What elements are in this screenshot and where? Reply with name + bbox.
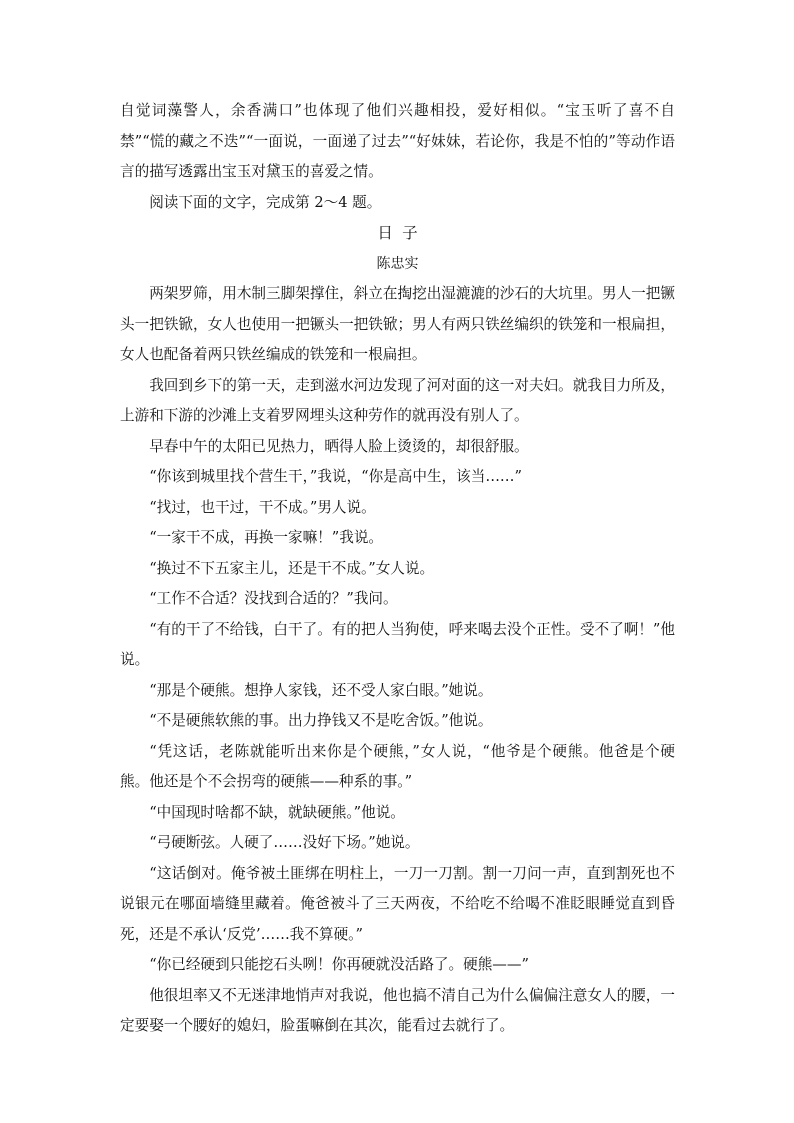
dialogue-line: “找过，也干过，干不成。”男人说。	[149, 498, 376, 516]
dialogue-line: “有的干了不给钱，白干了。有的把人当狗使，呼来喝去没个正性。受不了啊！”他说。	[120, 620, 675, 668]
dialogue-line: “换过不下五家主儿，还是干不成。”女人说。	[149, 559, 435, 577]
dialogue-line: “凭这话，老陈就能听出来你是个硬熊，”女人说，“他爷是个硬熊。他爸是个硬熊。他还是个不会拐弯的硬熊——种系的事。”	[120, 742, 675, 790]
continuation-paragraph: 自觉词藻警人，余香满口”也体现了他们兴趣相投，爱好相似。“宝玉听了喜不自禁”“慌的藏之不迭”“一面说，一面递了过去”“好妹妹，若论你，我是不怕的”等动作语言的描写透露出宝玉对黛玉的喜爱之情。	[120, 102, 675, 180]
dialogue-line: “工作不合适？没找到合适的？”我问。	[149, 590, 398, 607]
article-paragraph: 他很坦率又不无迷津地悄声对我说，他也搞不清自己为什么偏偏注意女人的腰，一定要娶一个腰好的媳妇，脸蛋嘛倒在其次，能看过去就行了。	[120, 986, 675, 1034]
article-title: 日子	[377, 224, 427, 242]
dialogue-line: “这话倒对。俺爷被土匪绑在明柱上，一刀一刀割。割一刀问一声，直到割死也不说银元在哪面墙缝里藏着。俺爸被斗了三天两夜，不给吃不给喝不准眨眼睡觉直到昏死，还是不承认‘反党’……我不算硬。”	[120, 864, 675, 943]
dialogue-line: “你该到城里找个营生干，”我说，“你是高中生，该当……”	[149, 468, 522, 485]
dialogue-line: “你已经硬到只能挖石头咧！你再硬就没活路了。硬熊——”	[149, 956, 529, 973]
dialogue-line: “弓硬断弦。人硬了……没好下场。”她说。	[149, 834, 420, 851]
document-page	[120, 96, 675, 1042]
article-paragraph: 两架罗筛，用木制三脚架撑住，斜立在掏挖出湿漉漉的沙石的大坑里。男人一把镢头一把铁锨，女人也使用一把镢头一把铁锨；男人有两只铁丝编织的铁笼和一根扁担，女人也配备着两只铁丝编成的铁笼和一根扁担。	[120, 285, 675, 363]
instruction-paragraph: 阅读下面的文字，完成第 2～4 题。	[149, 193, 382, 211]
article-paragraph: 早春中午的太阳已见热力，晒得人脸上烫烫的，却很舒服。	[149, 437, 529, 455]
article-author: 陈忠实	[376, 255, 419, 272]
dialogue-line: “中国现时啥都不缺，就缺硬熊。”他说。	[149, 803, 405, 821]
dialogue-line: “那是个硬熊。想挣人家钱，还不受人家白眼。”她说。	[149, 681, 493, 699]
dialogue-line: “不是硬熊软熊的事。出力挣钱又不是吃舍饭。”他说。	[149, 712, 493, 729]
article-paragraph: 我回到乡下的第一天，走到滋水河边发现了河对面的这一对夫妇。就我目力所及，上游和下游的沙滩上支着罗网埋头这种劳作的就再没有别人了。	[120, 376, 675, 424]
dialogue-line: “一家干不成，再换一家嘛！”我说。	[149, 529, 384, 546]
